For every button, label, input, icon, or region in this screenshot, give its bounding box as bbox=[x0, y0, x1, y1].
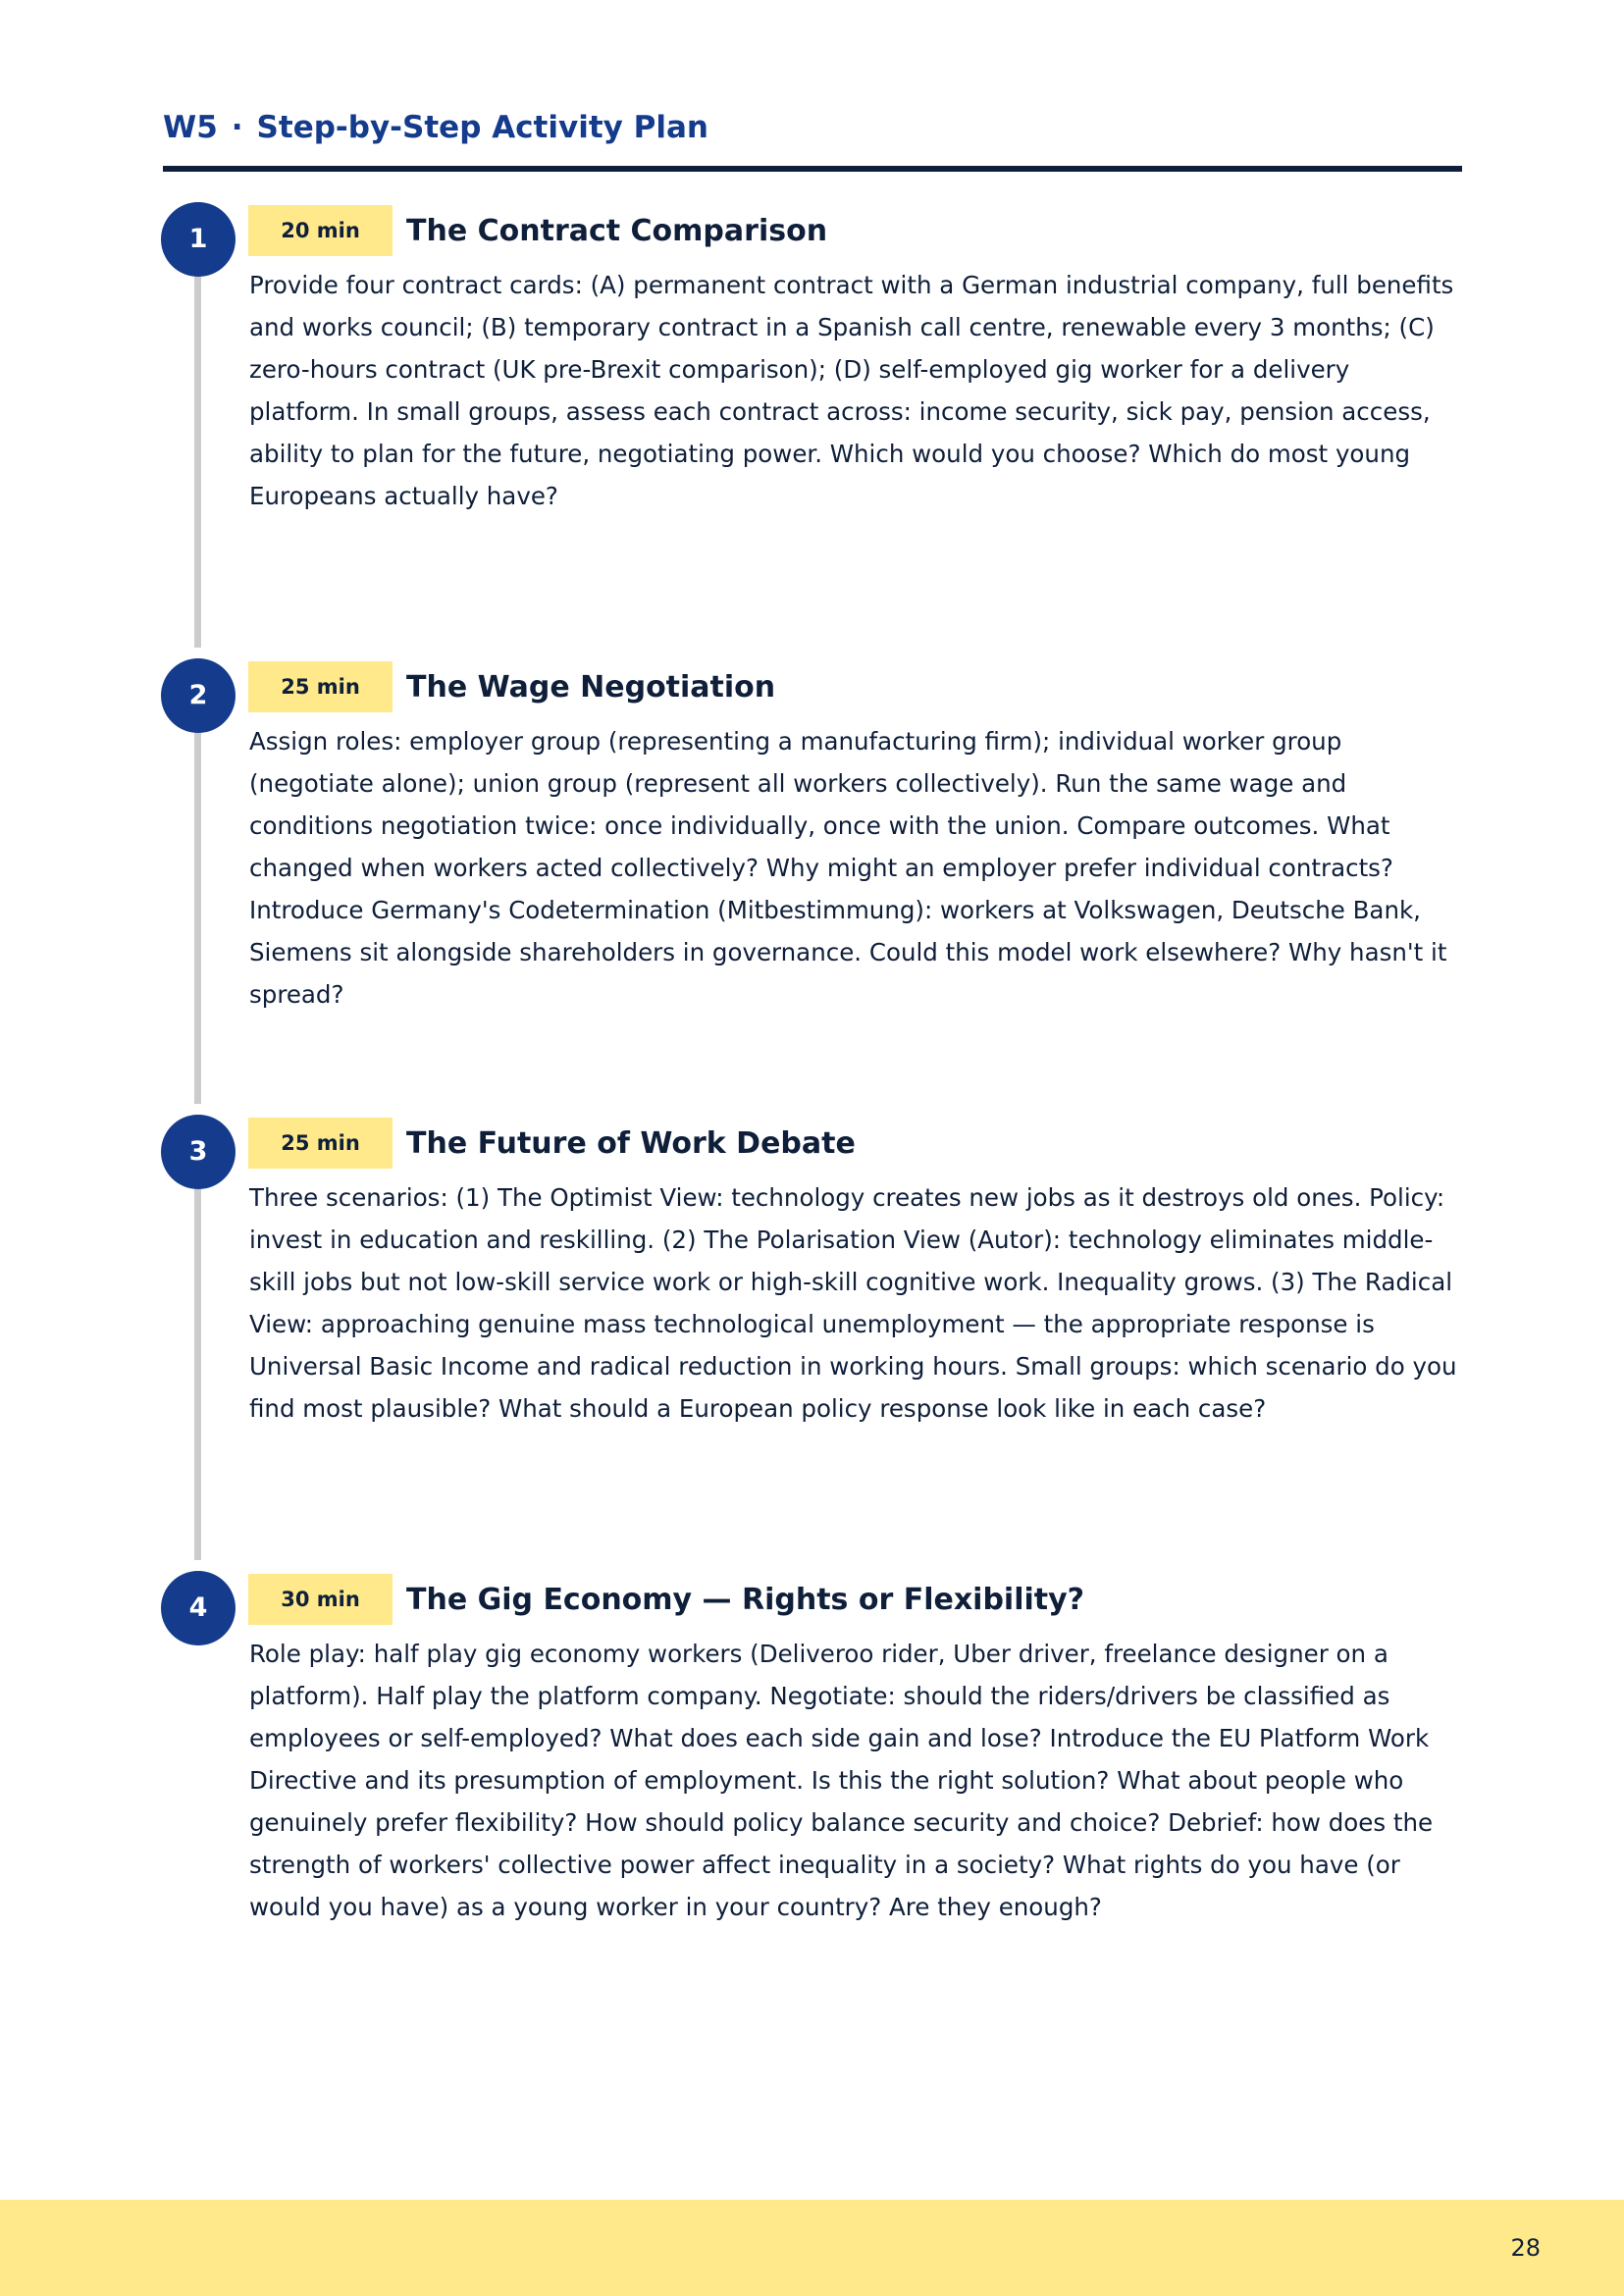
step-title: The Gig Economy — Rights or Flexibility? bbox=[406, 1583, 1085, 1617]
duration-badge: 25 min bbox=[248, 1118, 393, 1169]
step-number-badge: 4 bbox=[161, 1571, 236, 1645]
page-footer bbox=[0, 2200, 1624, 2296]
step-description: Provide four contract cards: (A) permanent contract with a German industrial company, full benefits and works council; (B) temporary contract in a Spanish call centre, renewable every 3 months; (C) zero-hours contract (UK pre-Brexit comparison); (D) self-employed gig worker for a delivery platform. In small groups, assess each contract across: income security, sick pay, pension access, ability to plan for the future, negotiating power. Which would you choose? Which do most young Europeans actually have? bbox=[249, 271, 1454, 510]
page-number: 28 bbox=[1510, 2234, 1541, 2262]
timeline-connector-2 bbox=[194, 692, 201, 1104]
step-description: Assign roles: employer group (representing a manufacturing firm); individual worker group (negotiate alone); union group (represent all workers collectively). Run the same wage and conditions negotiation twice: once individually, once with the union. Compare outcomes. What changed when workers acted collectively? Why might an employer prefer individual contracts? Introduce Germany's Codetermination (Mitbestimmung): workers at Volkswagen, Deutsche Bank, Siemens sit alongside shareholders in governance. Could this model work elsewhere? Why hasn't it spread? bbox=[249, 727, 1447, 1009]
duration-badge: 20 min bbox=[248, 205, 393, 256]
duration-badge: 25 min bbox=[248, 661, 393, 712]
step-number-badge: 3 bbox=[161, 1115, 236, 1189]
week-label: W5 bbox=[163, 110, 218, 145]
step-title: The Wage Negotiation bbox=[406, 670, 776, 704]
section-title: Step-by-Step Activity Plan bbox=[256, 110, 708, 145]
page-title bbox=[163, 106, 1462, 149]
step-description: Role play: half play gig economy workers (Deliveroo rider, Uber driver, freelance designer on a platform). Half play the platform company. Negotiate: should the riders/drivers be classified as employees or self-employed? What does each side gain and lose? Introduce the EU Platform Work Directive and its presumption of employment. Is this the right solution? What about people who genuinely prefer flexibility? How should policy balance security and choice? Debrief: how does the strength of workers' collective power affect inequality in a society? What rights do you have (or would you have) as a young worker in your country? Are they enough? bbox=[249, 1640, 1434, 1921]
timeline-connector-3 bbox=[194, 1148, 201, 1560]
step-number-badge: 1 bbox=[161, 202, 236, 277]
title-separator: · bbox=[231, 110, 243, 145]
header-divider bbox=[163, 166, 1462, 172]
step-number-badge: 2 bbox=[161, 658, 236, 733]
page-header bbox=[163, 106, 1462, 149]
step-description: Three scenarios: (1) The Optimist View: technology creates new jobs as it destroys old ones. Policy: invest in education and reskilling. (2) The Polarisation View (Autor): technology eliminates middle-skill jobs but not low-skill service work or high-skill cognitive work. Inequality grows. (3) The Radical View: approaching genuine mass technological unemployment — the appropriate response is Universal Basic Income and radical reduction in working hours. Small groups: which scenario do you find most plausible? What should a European policy response look like in each case? bbox=[249, 1183, 1457, 1423]
timeline-connector-1 bbox=[194, 235, 201, 648]
step-title: The Contract Comparison bbox=[406, 214, 828, 248]
duration-badge: 30 min bbox=[248, 1574, 393, 1625]
step-title: The Future of Work Debate bbox=[406, 1126, 856, 1161]
